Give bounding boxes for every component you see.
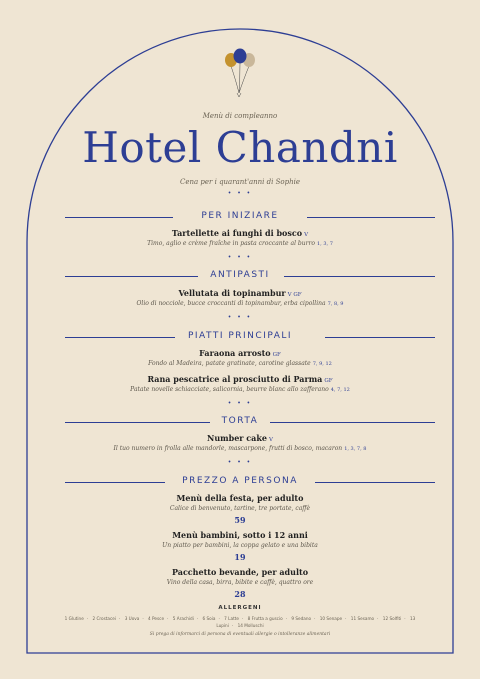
price-value: 59: [234, 515, 246, 525]
price-item-name: Pacchetto bevande, per adulto: [171, 567, 309, 577]
dish-allergens: 1, 3, 7: [316, 241, 333, 247]
dish-tag: V GF: [287, 292, 302, 298]
allergen-item: 14 Molluschi: [237, 623, 264, 628]
separator-dots: • • •: [227, 254, 253, 261]
price-item-description: Calice di benvenuto, tartine, tre portate, caffè: [169, 505, 311, 512]
price-item: [25, 567, 455, 599]
dish-allergens: 1, 3, 7, 8: [344, 446, 367, 452]
dish-name: Tartellette ai funghi di bosco: [171, 228, 303, 238]
allergen-item: 8 Frutta a guscio: [247, 616, 283, 621]
allergen-item: 12 Solfiti: [382, 616, 402, 621]
menu-kicker: Menù di compleanno: [202, 112, 278, 120]
section-label: PER INIZIARE: [201, 211, 279, 221]
section-heading-antipasti: [25, 270, 455, 284]
dish-tag: GF: [272, 352, 281, 358]
allergens-title: ALLERGENI: [218, 605, 262, 611]
dish-description: Timo, aglio e crème fraîche in pasta croccante al burro: [147, 240, 315, 247]
balloons-icon: [222, 47, 258, 103]
rule-right: [315, 482, 435, 483]
separator-dots: • • •: [227, 314, 253, 321]
page-title: Hotel Chandni: [82, 123, 398, 172]
rule-right: [284, 276, 435, 277]
dish-description: Patate novelle schiacciate, salicornia, beurre blanc allo zafferano: [130, 386, 329, 393]
section-heading-torta: [25, 416, 455, 430]
allergen-item: 6 Soia: [202, 616, 216, 621]
section-label: TORTA: [221, 416, 259, 426]
dish-name: Faraona arrosto: [199, 348, 271, 358]
section-heading-piatti-principali: [25, 331, 455, 345]
dish-tag: GF: [324, 378, 333, 384]
dish-tag: V: [268, 437, 273, 443]
dish-name: Number cake: [207, 433, 267, 443]
price-item: [25, 493, 455, 525]
allergen-item: 9 Sedano: [291, 616, 312, 621]
menu-subtitle: Cena per i quarant'anni di Sophie: [180, 178, 300, 186]
price-item-name: Menù della festa, per adulto: [176, 493, 304, 503]
rule-right: [325, 337, 435, 338]
dish-tag: V: [304, 232, 309, 238]
allergen-item: 10 Senape: [319, 616, 343, 621]
dish-description: Fondo al Madeira, patate gratinate, carotine glassate: [148, 360, 311, 367]
dish-allergens: 4, 7, 12: [330, 387, 350, 393]
separator-dots: • • •: [227, 190, 253, 197]
price-value: 19: [234, 552, 246, 562]
rule-right: [307, 217, 435, 218]
section-label: PREZZO A PERSONA: [182, 476, 298, 486]
allergens-list: 1 Glutine · 2 Crostacei · 3 Uova · 4 Pesce · 5 Arachidi · 6 Soia · 7 Latte · 8 Frutta a guscio · 9 Sedano · 10 Senape · 11 Sesamo · 12 Solfiti · 13 Lupini · 14 Molluschi: [64, 616, 416, 628]
price-value: 28: [234, 589, 246, 599]
rule-right: [270, 422, 435, 423]
price-item: [25, 530, 455, 562]
allergen-item: 7 Latte: [224, 616, 239, 621]
dish-allergens: 7, 8, 9: [327, 301, 344, 307]
price-item-description: Un piatto per bambini, la coppa gelato e una bibita: [162, 542, 318, 549]
allergen-item: 3 Uova: [124, 616, 140, 621]
allergen-item: 1 Glutine: [64, 616, 84, 621]
dish-description: Il tuo numero in frolla alle mandorle, mascarpone, frutti di bosco, macaron: [113, 445, 343, 452]
separator-dots: • • •: [227, 459, 253, 466]
price-item-name: Menù bambini, sotto i 12 anni: [172, 530, 308, 540]
menu-content: [25, 27, 455, 655]
dish-item: [25, 433, 455, 452]
separator-dots: • • •: [227, 400, 253, 407]
dish-description: Olio di nocciole, bucce croccanti di topinambur, erba cipollina: [136, 300, 326, 307]
allergens-note: Si prega di informarci di persona di eventuali allergie o intolleranze alimentari: [149, 632, 331, 637]
allergen-item: 5 Arachidi: [172, 616, 194, 621]
allergen-item: 2 Crostacei: [92, 616, 116, 621]
dish-item: [25, 374, 455, 393]
allergen-item: 13 Lupini: [216, 616, 416, 628]
dish-name: Vellutata di topinambur: [178, 288, 286, 298]
dish-item: [25, 228, 455, 247]
dish-item: [25, 348, 455, 367]
dish-name: Rana pescatrice al prosciutto di Parma: [147, 374, 323, 384]
allergen-item: 4 Pesce: [148, 616, 165, 621]
price-item-description: Vino della casa, birra, bibite e caffè, quattro ore: [166, 579, 314, 586]
dish-item: [25, 288, 455, 307]
section-heading-per-iniziare: [25, 211, 455, 225]
dish-allergens: 7, 9, 12: [312, 361, 332, 367]
allergen-item: 11 Sesamo: [350, 616, 375, 621]
section-label: PIATTI PRINCIPALI: [187, 331, 293, 341]
section-heading-prezzo: [25, 476, 455, 490]
section-label: ANTIPASTI: [210, 270, 270, 280]
